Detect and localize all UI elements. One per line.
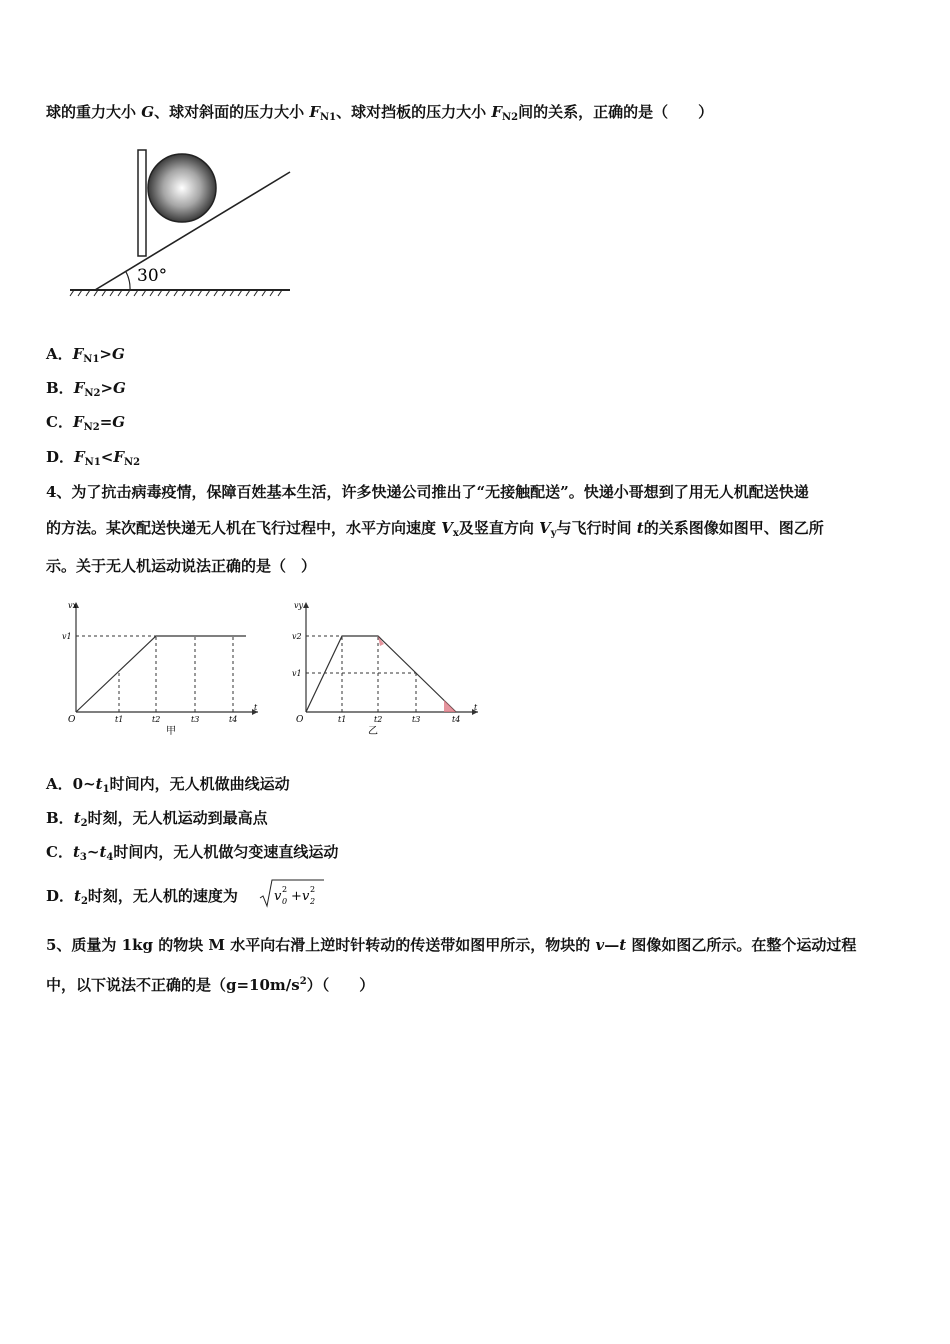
force-symbol: F — [309, 103, 320, 121]
q4-option-b[interactable] — [46, 808, 268, 834]
force-symbol: F — [72, 345, 84, 363]
formula-plus: + — [291, 889, 302, 904]
ground-hatching — [70, 290, 290, 296]
gravity-symbol: G — [113, 379, 126, 397]
velocity-symbol: V — [539, 519, 551, 537]
force-symbol: F — [113, 448, 125, 466]
gravity-symbol: G — [141, 103, 155, 121]
x-axis-label: t — [474, 703, 478, 712]
graph-yi — [286, 596, 486, 740]
subscript: x — [452, 528, 459, 539]
vx-curve — [76, 636, 246, 712]
option-letter: D． — [46, 887, 75, 905]
option-text: 时间内，无人机做匀变速直线运动 — [113, 843, 339, 861]
q3-option-b[interactable] — [46, 378, 126, 404]
angle-label: 30° — [137, 266, 168, 286]
velocity-symbol: v — [595, 936, 605, 954]
q3-stem-part: 球的重力大小 — [46, 103, 137, 121]
option-letter: A． — [46, 775, 73, 793]
q3-option-a[interactable] — [46, 344, 125, 370]
q3-stem-part: 、球对挡板的压力大小 — [336, 103, 487, 121]
origin-label: O — [296, 715, 304, 725]
graph-jia — [58, 596, 268, 740]
tick-t1: t1 — [338, 715, 347, 724]
option-text: ~ — [86, 843, 100, 861]
y-axis-label: vy — [294, 601, 304, 610]
q4-stem-line3: 示。关于无人机运动说法正确的是（ ） — [46, 557, 317, 575]
q3-option-d[interactable] — [46, 447, 140, 473]
subscript: y — [550, 528, 557, 539]
option-letter: B． — [46, 809, 74, 827]
q5-stem-part: 5、质量为 1kg 的物块 M 水平向右滑上逆时针转动的传送带如图甲所示，物块的 — [46, 936, 596, 954]
gravity-symbol: G — [112, 413, 126, 431]
formula-sup: 2 — [310, 885, 316, 894]
subscript: 2 — [80, 818, 88, 829]
tick-t3: t3 — [191, 715, 200, 724]
red-angle-mark — [444, 700, 456, 712]
option-letter: D． — [46, 448, 75, 466]
q4-option-a[interactable] — [46, 774, 290, 800]
subscript: N2 — [124, 457, 141, 468]
tick-t1: t1 — [115, 715, 124, 724]
ball — [148, 154, 216, 222]
q3-stem-part: 、球对斜面的压力大小 — [154, 103, 305, 121]
incline-ball-figure — [60, 140, 300, 300]
subscript: N1 — [83, 354, 100, 365]
q5-stem-line2 — [46, 972, 374, 995]
tick-t3: t3 — [412, 715, 421, 724]
gravity-symbol: G — [111, 345, 125, 363]
superscript: 2 — [299, 976, 307, 987]
relation-operator: > — [100, 379, 114, 397]
v2-label: v2 — [292, 632, 302, 641]
q4-option-d[interactable] — [46, 886, 238, 912]
relation-operator: < — [100, 448, 114, 466]
y-axis-label: vx — [68, 601, 78, 610]
subscript: 4 — [106, 852, 114, 863]
velocity-symbol: V — [441, 519, 453, 537]
x-axis-label: t — [254, 703, 258, 712]
formula-v0: v — [274, 889, 282, 904]
v1-label: v1 — [62, 632, 72, 641]
option-letter: C． — [46, 413, 73, 431]
formula-sub: 0 — [282, 897, 288, 906]
q5-stem-line1 — [46, 935, 856, 955]
subscript: N2 — [83, 422, 100, 433]
origin-label: O — [68, 715, 76, 725]
time-symbol: t — [72, 843, 80, 861]
time-symbol: t — [99, 843, 107, 861]
force-symbol: F — [72, 413, 84, 431]
q5-stem-part: 中，以下说法不正确的是（g=10m/s — [46, 976, 300, 994]
option-letter: B． — [46, 379, 74, 397]
formula-sub: 2 — [310, 897, 316, 906]
q4-stem-line1: 4、为了抗击病毒疫情，保障百姓基本生活，许多快递公司推出了“无接触配送”。快递小哥想到了用无人机配送快递 — [46, 483, 809, 501]
force-symbol: F — [491, 103, 502, 121]
graph-caption: 乙 — [368, 726, 378, 737]
q4-stem-part: 及竖直方向 — [458, 519, 540, 537]
dashed-guides — [306, 636, 416, 712]
subscript: N1 — [84, 457, 101, 468]
speed-formula — [258, 876, 328, 912]
tick-t2: t2 — [152, 715, 161, 724]
subscript: 3 — [79, 852, 87, 863]
q5-stem-part: ）（ ） — [306, 976, 375, 994]
option-text: 时刻，无人机运动到最高点 — [87, 809, 268, 827]
q3-stem — [46, 102, 713, 128]
y-axis-arrow-icon — [303, 602, 309, 608]
time-symbol: t — [74, 887, 81, 905]
formula-sup: 2 — [282, 885, 288, 894]
force-symbol: F — [74, 448, 85, 466]
subscript: 1 — [102, 784, 110, 795]
time-symbol: t — [73, 809, 81, 827]
tick-t4: t4 — [229, 715, 238, 724]
v1-label: v1 — [292, 669, 302, 678]
q3-stem-part: 间的关系，正确的是（ ） — [518, 103, 714, 121]
q5-stem-part: 图像如图乙所示。在整个运动过程 — [626, 936, 857, 954]
option-letter: C． — [46, 843, 73, 861]
baffle-board — [138, 150, 146, 256]
relation-operator: = — [99, 413, 113, 431]
time-symbol: t — [95, 775, 103, 793]
subscript: N2 — [84, 388, 101, 399]
option-text: 时间内，无人机做曲线运动 — [109, 775, 290, 793]
option-letter: A． — [46, 345, 73, 363]
time-symbol: t — [619, 936, 627, 954]
subscript: N1 — [319, 112, 337, 123]
tick-t2: t2 — [374, 715, 383, 724]
q4-stem-line2 — [46, 518, 824, 544]
angle-arc — [126, 272, 130, 290]
time-symbol: t — [636, 519, 644, 537]
q4-option-c[interactable] — [46, 842, 338, 868]
relation-operator: > — [99, 345, 112, 363]
q4-stem-part: 与飞行时间 — [556, 519, 637, 537]
option-text: 0~ — [72, 775, 96, 793]
q4-stem-part: 的方法。某次配送快递无人机在飞行过程中，水平方向速度 — [46, 519, 442, 537]
tick-t4: t4 — [452, 715, 461, 724]
vy-curve — [306, 636, 456, 712]
subscript: N2 — [501, 112, 519, 123]
dashed-guides — [76, 636, 233, 712]
option-text: 时刻，无人机的速度为 — [87, 887, 238, 905]
force-symbol: F — [73, 379, 85, 397]
subscript: 2 — [80, 896, 88, 907]
q4-stem-part: 的关系图像如图甲、图乙所 — [643, 519, 824, 537]
graph-caption: 甲 — [166, 726, 176, 737]
formula-v2: v — [302, 889, 310, 904]
q3-option-c[interactable] — [46, 412, 125, 438]
dash: — — [604, 936, 620, 954]
